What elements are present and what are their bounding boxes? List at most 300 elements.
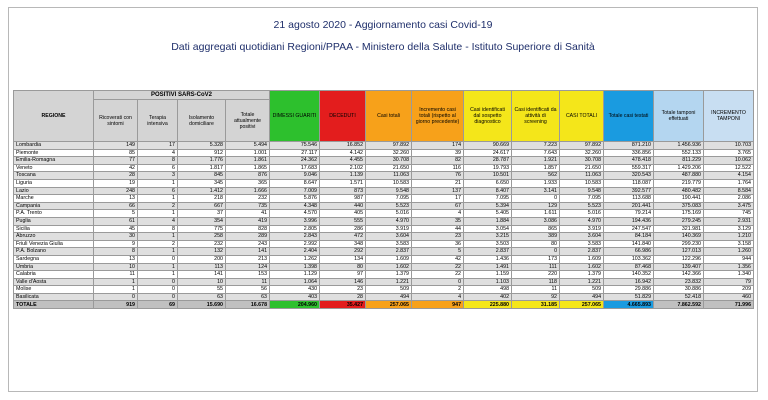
table-cell: 122.296 [654,255,704,263]
table-cell: 286 [320,225,366,233]
region-name: Toscana [14,172,94,180]
table-cell: 1.491 [464,263,512,271]
table-cell: 4.570 [270,210,320,218]
table-cell: 2.404 [270,248,320,256]
table-cell: 243 [226,240,270,248]
region-name: Basilicata [14,293,94,301]
table-cell: 1.103 [464,278,512,286]
table-cell: 345 [178,179,226,187]
table-cell: 201.441 [604,202,654,210]
table-cell: 29.886 [604,286,654,294]
col-header-casi-totali-2: CASI TOTALI [560,91,604,142]
table-cell: 745 [704,210,754,218]
table-cell: 67 [412,202,464,210]
table-cell: 2.837 [560,248,604,256]
group-header-positivi: POSITIVI SARS-CoV2 [94,91,270,100]
col-header-casi-testati: Totale casi testati [604,91,654,142]
table-cell: 3.503 [464,240,512,248]
table-cell: 21 [412,179,464,187]
region-name: P.A. Bolzano [14,248,94,256]
table-cell: 4.970 [560,217,604,225]
table-cell: 494 [366,293,412,301]
covid-cases-table [13,90,754,309]
table-cell: 1.221 [366,278,412,286]
col-header-screening: Casi identificati da attività di screening [512,91,560,142]
table-cell: 876 [226,172,270,180]
table-cell: 141 [226,248,270,256]
table-cell: 56 [226,286,270,294]
region-name: Abruzzo [14,233,94,241]
table-cell: 137 [412,187,464,195]
table-cell: 11 [226,278,270,286]
table-row [14,164,754,172]
table-cell: 97 [320,271,366,279]
table-cell: 113 [178,263,226,271]
region-name: Sardegna [14,255,94,263]
table-cell: 232 [226,195,270,203]
table-cell: 8.647 [270,179,320,187]
table-cell: 116 [412,164,464,172]
table-cell: 6 [138,164,178,172]
total-row [14,301,754,309]
table-cell: 4.970 [366,217,412,225]
table-cell: 873 [320,187,366,195]
table-cell: 11.063 [560,172,604,180]
table-row [14,187,754,195]
col-header-incremento-tamponi: INCREMENTO TAMPONI [704,91,754,142]
table-cell: 1.356 [704,263,754,271]
table-cell: 1.602 [560,263,604,271]
table-cell: 775 [178,225,226,233]
document-frame [8,7,758,392]
table-cell: 232 [178,240,226,248]
table-cell: 24.362 [270,157,320,165]
table-cell: 66 [94,202,138,210]
table-cell: 944 [704,255,754,263]
table-row [14,210,754,218]
col-header-deceduti: DECEDUTI [320,91,366,142]
table-cell: 7.095 [560,195,604,203]
table-cell: 16.852 [320,142,366,150]
table-cell: 41 [226,210,270,218]
table-cell: 248 [94,187,138,195]
table-row [14,195,754,203]
col-header-sospetto-diagnostico: Casi identificati dal sospetto diagnostico [464,91,512,142]
table-row [14,240,754,248]
table-cell: 392.577 [604,187,654,195]
table-cell: 354 [178,217,226,225]
table-cell: 0 [138,293,178,301]
table-cell: 1 [138,233,178,241]
table-cell: 0 [94,293,138,301]
table-cell: 32.260 [366,149,412,157]
table-cell: 3.583 [366,240,412,248]
table-cell: 75.546 [270,142,320,150]
table-cell: 37 [178,210,226,218]
table-cell: 209 [704,286,754,294]
table-cell: 912 [178,149,226,157]
table-cell: 7.009 [270,187,320,195]
table-cell: 1.764 [704,179,754,187]
table-body [14,142,754,309]
table-row [14,217,754,225]
region-name: Marche [14,195,94,203]
table-cell: 5.876 [270,195,320,203]
table-cell: 24.617 [464,149,512,157]
table-cell: 1.429.206 [654,164,704,172]
table-cell: 2 [138,202,178,210]
table-cell: 403 [270,293,320,301]
table-cell: 1 [138,263,178,271]
table-cell: 555 [320,217,366,225]
table-cell: 9.046 [270,172,320,180]
table-cell: 552.133 [654,149,704,157]
table-cell: 1.436 [464,255,512,263]
total-cell: 204.960 [270,301,320,309]
table-cell: 1 [138,210,178,218]
table-row [14,293,754,301]
total-cell: 257.065 [366,301,412,309]
region-name: P.A. Trento [14,210,94,218]
table-cell: 2.102 [320,164,366,172]
table-cell: 2.837 [366,248,412,256]
table-cell: 1.611 [512,210,560,218]
table-cell: 39 [412,149,464,157]
total-cell: 16.678 [226,301,270,309]
table-row [14,172,754,180]
table-cell: 348 [320,240,366,248]
table-cell: 1.456.936 [654,142,704,150]
table-cell: 11 [94,271,138,279]
table-cell: 63 [178,293,226,301]
table-cell: 0 [138,255,178,263]
table-cell: 4 [412,293,464,301]
table-cell: 247.547 [604,225,654,233]
table-cell: 174 [412,142,464,150]
total-cell: 225.880 [464,301,512,309]
table-cell: 30.886 [654,286,704,294]
table-cell: 509 [560,286,604,294]
table-cell: 219.779 [654,179,704,187]
col-header-casi-totali: Casi totali [366,91,412,142]
table-cell: 3.604 [366,233,412,241]
region-name: Puglia [14,217,94,225]
table-cell: 336.856 [604,149,654,157]
table-cell: 0 [138,278,178,286]
total-cell: 947 [412,301,464,309]
table-cell: 8.407 [464,187,512,195]
table-cell: 1.921 [512,157,560,165]
table-cell: 17.683 [270,164,320,172]
table-cell: 23 [320,286,366,294]
table-cell: 10.062 [704,157,754,165]
table-row [14,157,754,165]
table-cell: 149 [94,142,138,150]
table-cell: 66.986 [604,248,654,256]
table-cell: 494 [560,293,604,301]
region-name: Calabria [14,271,94,279]
table-cell: 12.522 [704,164,754,172]
table-cell: 220 [512,271,560,279]
table-cell: 2.931 [704,217,754,225]
table-cell: 103.362 [604,255,654,263]
table-cell: 190.441 [654,195,704,203]
table-cell: 1.933 [512,179,560,187]
table-cell: 1.340 [704,271,754,279]
table-cell: 30.708 [560,157,604,165]
table-cell: 1.379 [560,271,604,279]
region-name: Emilia-Romagna [14,157,94,165]
table-row [14,142,754,150]
table-cell: 1 [138,195,178,203]
table-cell: 987 [320,195,366,203]
table-cell: 118 [512,278,560,286]
table-cell: 129 [512,202,560,210]
table-cell: 2.992 [270,240,320,248]
region-name: Piemonte [14,149,94,157]
table-cell: 1.210 [704,233,754,241]
table-cell: 0 [512,248,560,256]
table-cell: 124 [226,263,270,271]
table-cell: 460 [704,293,754,301]
table-row [14,179,754,187]
table-cell: 299.230 [654,240,704,248]
region-name: Liguria [14,179,94,187]
total-cell: 919 [94,301,138,309]
table-cell: 22 [412,271,464,279]
table-cell: 405 [320,210,366,218]
table-cell: 478.418 [604,157,654,165]
table-cell: 28.787 [464,157,512,165]
table-cell: 55 [178,286,226,294]
table-cell: 97.892 [366,142,412,150]
table-row [14,271,754,279]
table-cell: 32.260 [560,149,604,157]
table-cell: 76 [412,172,464,180]
report-date-title: 21 agosto 2020 - Aggiornamento casi Covid-19 [273,19,493,31]
table-cell: 19.793 [464,164,512,172]
table-cell: 5.016 [366,210,412,218]
table-cell: 5.394 [464,202,512,210]
table-cell: 127.013 [654,248,704,256]
table-cell: 5.494 [226,142,270,150]
table-cell: 175.169 [654,210,704,218]
table-cell: 79.214 [604,210,654,218]
total-label: TOTALE [14,301,94,309]
table-cell: 1 [138,179,178,187]
table-cell: 8 [138,225,178,233]
table-cell: 3.129 [704,225,754,233]
table-cell: 1.857 [512,164,560,172]
table-cell: 559.317 [604,164,654,172]
col-header-isolamento: Isolamento domiciliare [178,100,226,142]
table-cell: 5.405 [464,210,512,218]
table-cell: 5 [94,210,138,218]
table-cell: 1.262 [270,255,320,263]
table-cell: 667 [178,202,226,210]
total-cell: 69 [138,301,178,309]
table-cell: 61 [94,217,138,225]
table-row [14,286,754,294]
table-cell: 3.086 [512,217,560,225]
table-cell: 97.892 [560,142,604,150]
total-cell: 257.065 [560,301,604,309]
table-cell: 42 [94,164,138,172]
region-name: Campania [14,202,94,210]
col-header-dimessi: DIMESSI GUARITI [270,91,320,142]
table-cell: 42 [412,255,464,263]
table-cell: 2.805 [270,225,320,233]
table-cell: 30.708 [366,157,412,165]
table-cell: 419 [226,217,270,225]
table-cell: 132 [178,248,226,256]
table-cell: 440 [320,202,366,210]
table-cell: 0 [412,278,464,286]
table-cell: 77 [94,157,138,165]
table-cell: 1.602 [366,263,412,271]
table-cell: 0 [138,286,178,294]
table-cell: 63 [226,293,270,301]
table-cell: 1.379 [366,271,412,279]
table-cell: 142.366 [654,271,704,279]
table-cell: 289 [226,233,270,241]
table-cell: 140.352 [604,271,654,279]
table-cell: 3.765 [704,149,754,157]
col-header-tamponi: Totale tamponi effettuati [654,91,704,142]
table-cell: 2.837 [464,248,512,256]
table-cell: 87.468 [604,263,654,271]
table-cell: 562 [512,172,560,180]
table-row [14,233,754,241]
region-name: Umbria [14,263,94,271]
table-cell: 472 [320,233,366,241]
table-cell: 6.650 [464,179,512,187]
table-cell: 6 [138,187,178,195]
table-cell: 3.141 [512,187,560,195]
table-cell: 13 [94,195,138,203]
table-cell: 111 [512,263,560,271]
table-cell: 5.328 [178,142,226,150]
table-cell: 1.159 [464,271,512,279]
table-cell: 30 [94,233,138,241]
table-cell: 871.210 [604,142,654,150]
table-cell: 1.817 [178,164,226,172]
report-subtitle: Dati aggregati quotidiani Regioni/PPAA - Ministero della Salute - Istituto Superiore di Sanità [171,41,595,53]
table-cell: 1.129 [270,271,320,279]
table-cell: 4 [412,210,464,218]
total-cell: 15.690 [178,301,226,309]
table-cell: 389 [512,233,560,241]
table-cell: 141 [178,271,226,279]
total-cell: 35.427 [320,301,366,309]
col-header-terapia-intensiva: Terapia intensiva [138,100,178,142]
table-cell: 1 [138,248,178,256]
table-cell: 430 [270,286,320,294]
table-cell: 8.584 [704,187,754,195]
table-cell: 82 [412,157,464,165]
table-cell: 10.583 [560,179,604,187]
total-cell: 4.665.893 [604,301,654,309]
table-cell: 1.064 [270,278,320,286]
table-cell: 28 [320,293,366,301]
table-cell: 21.650 [560,164,604,172]
table-cell: 2.843 [270,233,320,241]
table-cell: 10 [178,278,226,286]
table-cell: 113.688 [604,195,654,203]
table-cell: 23.832 [654,278,704,286]
table-cell: 173 [512,255,560,263]
table-cell: 4 [138,217,178,225]
table-cell: 9.548 [560,187,604,195]
table-cell: 375.083 [654,202,704,210]
table-cell: 45 [94,225,138,233]
table-cell: 8 [94,248,138,256]
table-cell: 85 [94,149,138,157]
table-cell: 7.095 [366,195,412,203]
table-cell: 1.398 [270,263,320,271]
table-cell: 1.260 [704,248,754,256]
covid-table-wrapper [9,90,757,309]
table-cell: 218 [178,195,226,203]
table-cell: 11 [512,286,560,294]
table-cell: 3.475 [704,202,754,210]
table-cell: 2 [138,240,178,248]
table-cell: 7.223 [512,142,560,150]
table-cell: 1.861 [226,157,270,165]
table-cell: 1 [94,286,138,294]
table-row [14,225,754,233]
table-cell: 509 [366,286,412,294]
table-cell: 3.054 [464,225,512,233]
table-cell: 5.523 [366,202,412,210]
region-name: Lombardia [14,142,94,150]
table-cell: 141.840 [604,240,654,248]
table-cell: 28 [94,172,138,180]
table-row [14,149,754,157]
table-cell: 23 [412,233,464,241]
table-cell: 84.184 [604,233,654,241]
table-cell: 735 [226,202,270,210]
table-cell: 17 [138,142,178,150]
table-cell: 1.666 [226,187,270,195]
total-cell: 31.185 [512,301,560,309]
table-cell: 9.548 [366,187,412,195]
table-cell: 27.117 [270,149,320,157]
table-cell: 828 [226,225,270,233]
table-cell: 8 [138,157,178,165]
table-cell: 320.543 [604,172,654,180]
table-cell: 52.418 [654,293,704,301]
table-cell: 480.482 [654,187,704,195]
table-cell: 2 [412,286,464,294]
table-cell: 3.215 [464,233,512,241]
table-row [14,255,754,263]
region-name: Valle d'Aosta [14,278,94,286]
table-row [14,263,754,271]
col-header-incremento-casi: Incremento casi totali (rispetto al giorno precedente) [412,91,464,142]
table-cell: 79 [704,278,754,286]
region-name: Friuli Venezia Giulia [14,240,94,248]
table-cell: 3.919 [560,225,604,233]
table-cell: 4 [138,149,178,157]
table-cell: 80 [320,263,366,271]
col-header-regione: REGIONE [14,91,94,142]
table-cell: 22 [412,263,464,271]
col-header-ricoverati: Ricoverati con sintomi [94,100,138,142]
table-cell: 1.221 [560,278,604,286]
table-cell: 5.016 [560,210,604,218]
table-cell: 5.523 [560,202,604,210]
